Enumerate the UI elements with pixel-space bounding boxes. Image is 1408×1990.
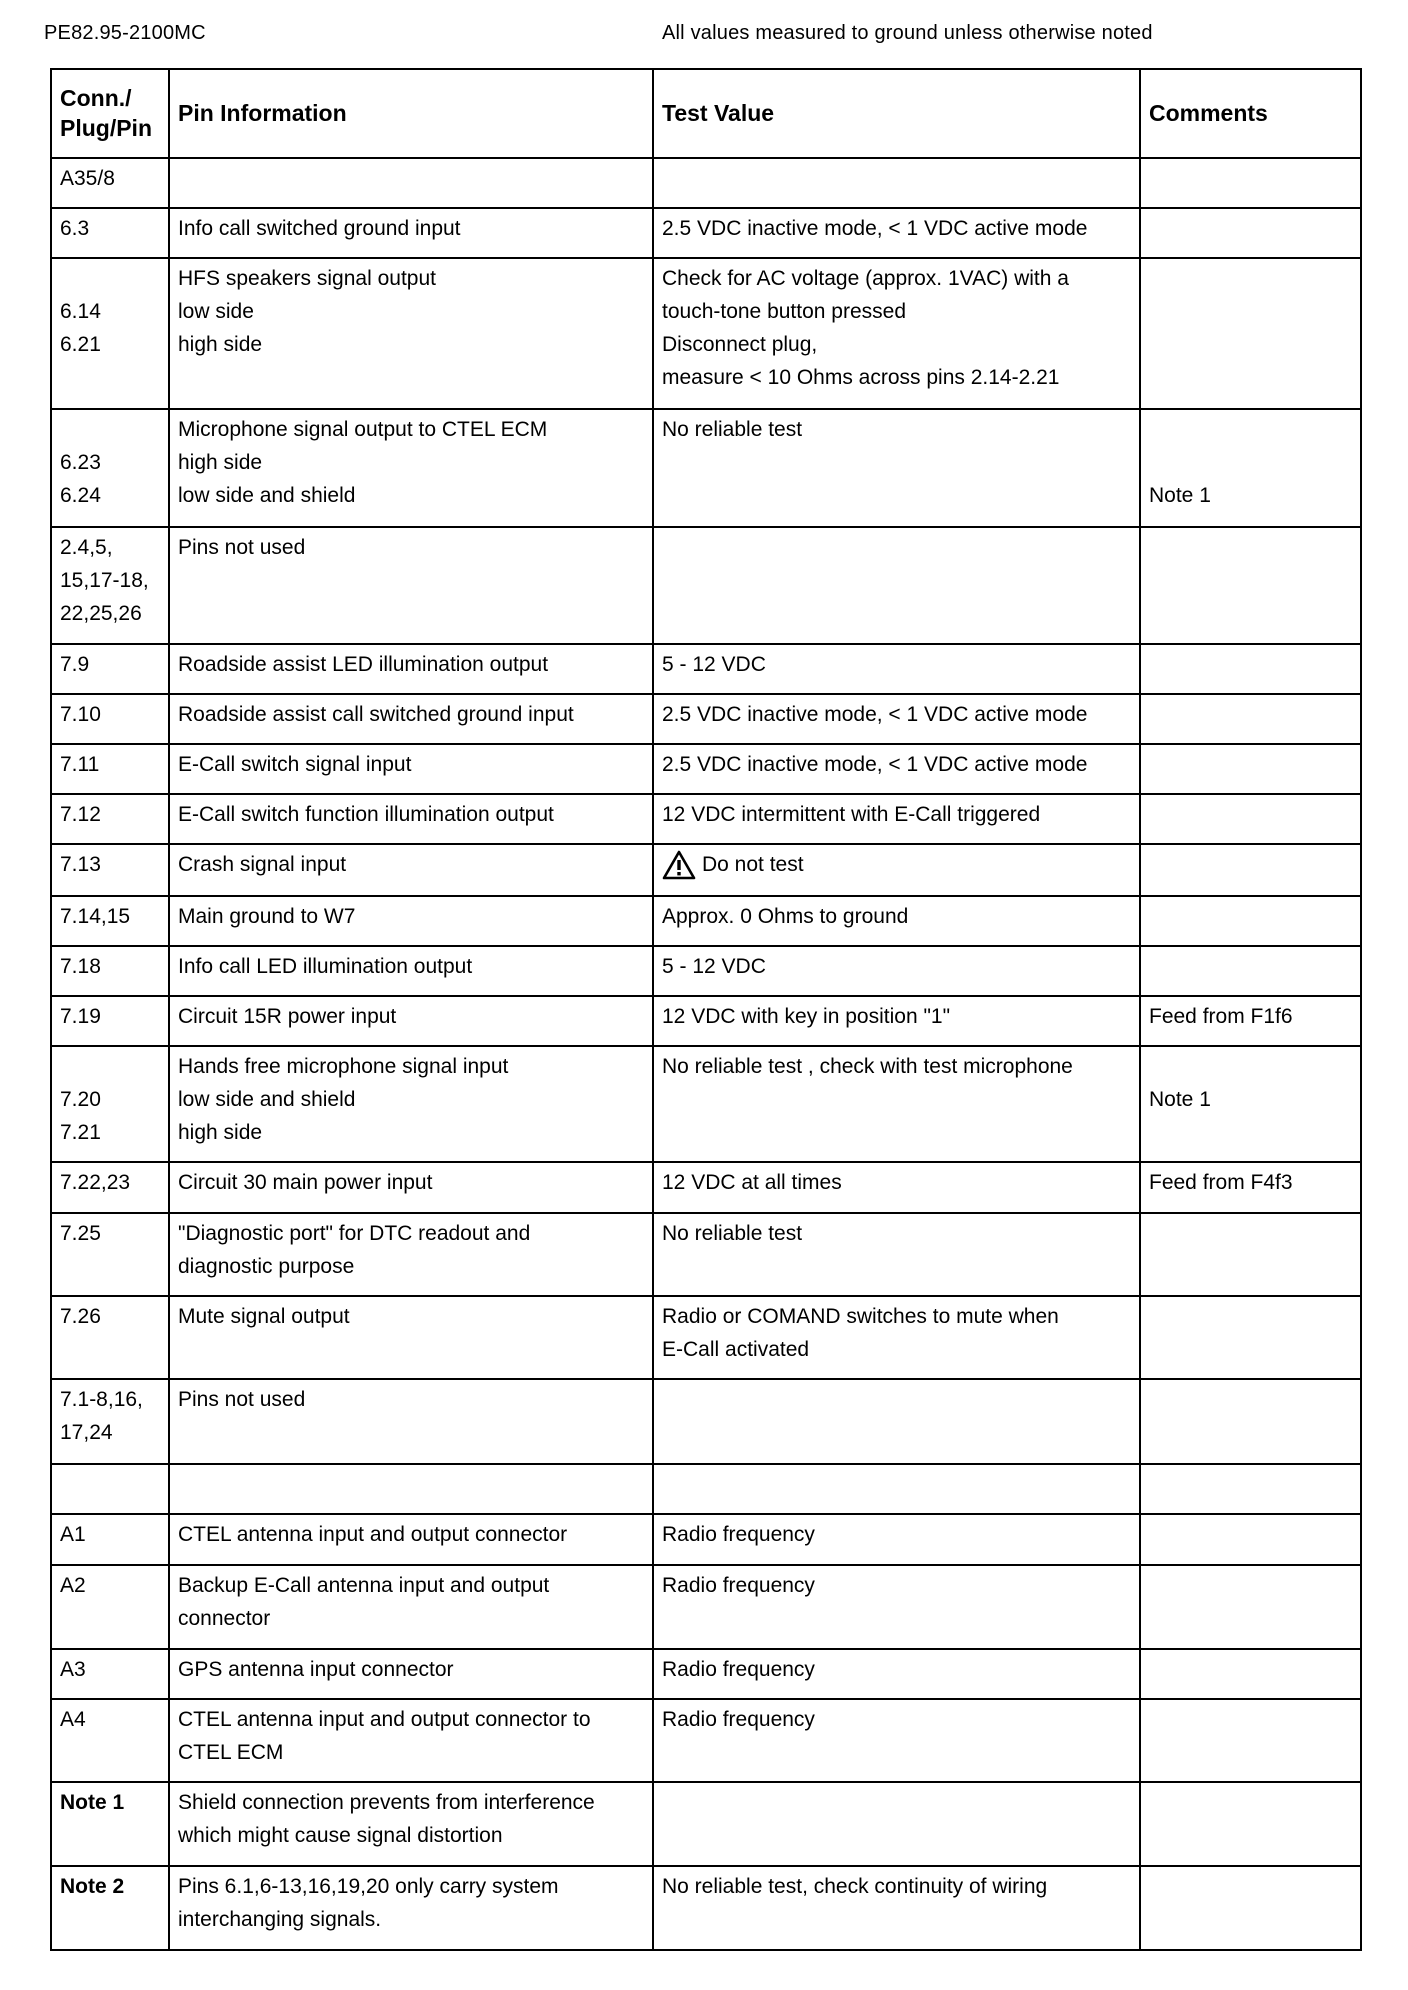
table-row	[51, 1649, 1361, 1699]
test-value-cell	[653, 1379, 1140, 1464]
pin-info-cell	[169, 1296, 653, 1379]
table-row	[51, 1046, 1361, 1162]
cell-line: Disconnect plug,	[662, 333, 818, 356]
cell-line: Radio frequency	[662, 1708, 815, 1731]
table-row	[51, 527, 1361, 644]
test-value-cell	[653, 1866, 1140, 1950]
cell-line: 2.5 VDC inactive mode, < 1 VDC active mode	[662, 217, 1088, 240]
cell-line	[1149, 413, 1352, 446]
cell-line: 7.21	[60, 1121, 101, 1144]
pin-info-cell	[169, 1379, 653, 1464]
test-value-cell	[653, 1162, 1140, 1213]
comments-cell	[1140, 208, 1361, 258]
cell-line: Info call LED illumination output	[178, 955, 473, 978]
cell-line: Radio or COMAND switches to mute when	[662, 1305, 1059, 1328]
pin-info-cell	[169, 1514, 653, 1565]
test-value-cell	[653, 1514, 1140, 1565]
pin-info-cell	[169, 1046, 653, 1162]
cell-line: diagnostic purpose	[178, 1255, 355, 1278]
cell-line: measure < 10 Ohms across pins 2.14-2.21	[662, 366, 1060, 389]
cell-line: Roadside assist call switched ground input	[178, 703, 574, 726]
table-row	[51, 158, 1361, 208]
cell-line: Check for AC voltage (approx. 1VAC) with a	[662, 267, 1069, 290]
table-row	[51, 1514, 1361, 1565]
comments-cell	[1140, 1565, 1361, 1649]
cell-line: Pins 6.1,6-13,16,19,20 only carry system	[178, 1875, 559, 1898]
pin-info-cell	[169, 258, 653, 409]
comments-cell	[1140, 744, 1361, 794]
cell-line: Circuit 15R power input	[178, 1005, 397, 1028]
cell-line: 7.11	[60, 753, 100, 776]
cell-line: 5 - 12 VDC	[662, 653, 766, 676]
cell-line: A3	[60, 1658, 86, 1681]
pin-cell	[51, 158, 169, 208]
cell-line: 7.22,23	[60, 1171, 131, 1194]
comments-cell	[1140, 258, 1361, 409]
comments-cell	[1140, 1213, 1361, 1296]
cell-line: E-Call switch function illumination output	[178, 803, 554, 826]
cell-line: CTEL ECM	[178, 1741, 284, 1764]
cell-line: E-Call switch signal input	[178, 753, 412, 776]
cell-line: 2.5 VDC inactive mode, < 1 VDC active mode	[662, 753, 1088, 776]
pin-info-cell	[169, 844, 653, 896]
cell-line: Microphone signal output to CTEL ECM	[178, 418, 548, 441]
pin-info-cell	[169, 1782, 653, 1866]
cell-line: 7.13	[60, 853, 101, 876]
test-value-cell	[653, 1649, 1140, 1699]
pin-cell	[51, 1296, 169, 1379]
cell-line	[60, 262, 160, 295]
pin-cell	[51, 1866, 169, 1950]
pin-info-cell	[169, 409, 653, 527]
cell-line: 12 VDC at all times	[662, 1171, 842, 1194]
cell-line: "Diagnostic port" for DTC readout and	[178, 1222, 531, 1245]
pin-cell	[51, 1514, 169, 1565]
pin-cell	[51, 527, 169, 644]
pin-info-cell	[169, 1565, 653, 1649]
cell-line: Hands free microphone signal input	[178, 1055, 509, 1078]
pin-info-cell	[169, 644, 653, 694]
pin-cell	[51, 409, 169, 527]
cell-line: A2	[60, 1574, 86, 1597]
pin-info-cell	[169, 1162, 653, 1213]
pin-cell	[51, 1699, 169, 1782]
pin-cell	[51, 1649, 169, 1699]
cell-line: Main ground to W7	[178, 905, 356, 928]
cell-line: 7.10	[60, 703, 101, 726]
cell-line: Radio frequency	[662, 1523, 815, 1546]
cell-line: 6.14	[60, 300, 101, 323]
test-value-cell	[653, 258, 1140, 409]
pin-cell	[51, 258, 169, 409]
pin-info-cell	[169, 794, 653, 844]
comments-cell	[1140, 1379, 1361, 1464]
table-row	[51, 258, 1361, 409]
test-value-cell	[653, 208, 1140, 258]
comments-cell	[1140, 1296, 1361, 1379]
test-value-cell	[653, 527, 1140, 644]
cell-line: low side and shield	[178, 484, 356, 507]
test-value-cell	[653, 644, 1140, 694]
pin-info-cell	[169, 208, 653, 258]
cell-line: HFS speakers signal output	[178, 267, 436, 290]
warning-text: Do not test	[702, 853, 804, 876]
pin-info-cell	[169, 896, 653, 946]
table-row	[51, 1464, 1361, 1514]
cell-line: A4	[60, 1708, 86, 1731]
table-header-row	[51, 69, 1361, 158]
table-row	[51, 1782, 1361, 1866]
pin-info-cell	[169, 1213, 653, 1296]
pin-cell	[51, 794, 169, 844]
pin-info-cell	[169, 1699, 653, 1782]
pin-cell	[51, 1046, 169, 1162]
test-value-cell	[653, 794, 1140, 844]
test-value-cell	[653, 744, 1140, 794]
comments-cell	[1140, 896, 1361, 946]
measurement-note: All values measured to ground unless otherwise noted	[662, 22, 1153, 44]
cell-line: 6.21	[60, 333, 101, 356]
cell-line: Approx. 0 Ohms to ground	[662, 905, 909, 928]
cell-line: 7.20	[60, 1088, 101, 1111]
pin-cell	[51, 744, 169, 794]
comments-cell	[1140, 527, 1361, 644]
cell-line: Radio frequency	[662, 1574, 815, 1597]
cell-line: E-Call activated	[662, 1338, 810, 1361]
test-value-cell	[653, 1213, 1140, 1296]
warning-triangle-icon	[662, 850, 696, 880]
pin-test-table	[50, 68, 1362, 1951]
comments-cell	[1140, 644, 1361, 694]
comments-cell	[1140, 996, 1361, 1046]
test-value-cell	[653, 844, 1140, 896]
test-value-cell	[653, 1782, 1140, 1866]
cell-line: 6.23	[60, 451, 101, 474]
comments-cell	[1140, 158, 1361, 208]
comments-cell	[1140, 946, 1361, 996]
cell-line: 7.9	[60, 653, 90, 676]
table-row	[51, 1379, 1361, 1464]
cell-line: CTEL antenna input and output connector	[178, 1523, 568, 1546]
table-row	[51, 208, 1361, 258]
comments-cell	[1140, 1699, 1361, 1782]
pin-info-cell	[169, 996, 653, 1046]
comments-cell	[1140, 409, 1361, 527]
table-row	[51, 409, 1361, 527]
pin-info-cell	[169, 744, 653, 794]
cell-line: Circuit 30 main power input	[178, 1171, 433, 1194]
cell-line: 5 - 12 VDC	[662, 955, 766, 978]
pin-info-cell	[169, 694, 653, 744]
comments-cell	[1140, 694, 1361, 744]
cell-line: 12 VDC with key in position "1"	[662, 1005, 951, 1028]
pin-info-cell	[169, 527, 653, 644]
cell-line: high side	[178, 451, 263, 474]
pin-cell	[51, 644, 169, 694]
comments-cell	[1140, 1162, 1361, 1213]
cell-line: low side and shield	[178, 1088, 356, 1111]
pin-info-cell	[169, 1866, 653, 1950]
pin-cell	[51, 1379, 169, 1464]
cell-line: No reliable test	[662, 1222, 803, 1245]
pin-cell	[51, 946, 169, 996]
table-row	[51, 996, 1361, 1046]
column-header-test: Test Value	[653, 69, 1140, 158]
cell-line: high side	[178, 1121, 263, 1144]
pin-cell	[51, 1213, 169, 1296]
test-value-cell	[653, 1296, 1140, 1379]
cell-line	[60, 1050, 160, 1083]
cell-line: Pins not used	[178, 1388, 306, 1411]
test-value-cell	[653, 1699, 1140, 1782]
pin-cell	[51, 896, 169, 946]
cell-line: Note 1	[60, 1791, 125, 1814]
cell-line: 22,25,26	[60, 602, 142, 625]
table-row	[51, 694, 1361, 744]
document-id: PE82.95-2100MC	[44, 22, 206, 44]
cell-line: A1	[60, 1523, 86, 1546]
cell-line: interchanging signals.	[178, 1908, 382, 1931]
comments-cell	[1140, 1782, 1361, 1866]
table-row	[51, 1866, 1361, 1950]
table-row	[51, 744, 1361, 794]
cell-line: Pins not used	[178, 536, 306, 559]
test-value-cell	[653, 896, 1140, 946]
warning-line	[662, 848, 804, 881]
comments-cell	[1140, 844, 1361, 896]
pin-cell	[51, 694, 169, 744]
comments-cell	[1140, 1046, 1361, 1162]
cell-line: Note 1	[1149, 484, 1211, 507]
table-body	[51, 158, 1361, 1950]
cell-line: Radio frequency	[662, 1658, 815, 1681]
test-value-cell	[653, 1565, 1140, 1649]
table-row	[51, 1296, 1361, 1379]
pin-cell	[51, 844, 169, 896]
cell-line: 6.3	[60, 217, 90, 240]
cell-line: Backup E-Call antenna input and output	[178, 1574, 550, 1597]
table-row	[51, 896, 1361, 946]
test-value-cell	[653, 946, 1140, 996]
cell-line: Note 2	[60, 1875, 125, 1898]
table-row	[51, 844, 1361, 896]
cell-line: Shield connection prevents from interference	[178, 1791, 595, 1814]
test-value-cell	[653, 1046, 1140, 1162]
cell-line: 17,24	[60, 1421, 113, 1444]
cell-line: 2.4,5,	[60, 536, 113, 559]
cell-line: CTEL antenna input and output connector to	[178, 1708, 591, 1731]
table-row	[51, 644, 1361, 694]
cell-line: A35/8	[60, 167, 115, 190]
column-header-info: Pin Information	[169, 69, 653, 158]
cell-line: No reliable test	[662, 418, 803, 441]
comments-cell	[1140, 1866, 1361, 1950]
cell-line: which might cause signal distortion	[178, 1824, 503, 1847]
cell-line: Feed from F4f3	[1149, 1171, 1293, 1194]
pin-info-cell	[169, 158, 653, 208]
pin-info-cell	[169, 1649, 653, 1699]
cell-line: No reliable test, check continuity of wiring	[662, 1875, 1048, 1898]
cell-line: Crash signal input	[178, 853, 347, 876]
cell-line	[1149, 446, 1352, 479]
table-row	[51, 1162, 1361, 1213]
cell-line: 7.25	[60, 1222, 101, 1245]
cell-line: Note 1	[1149, 1088, 1211, 1111]
cell-line: touch-tone button pressed	[662, 300, 907, 323]
cell-line: 7.14,15	[60, 905, 131, 928]
cell-line: 7.19	[60, 1005, 101, 1028]
table-row	[51, 946, 1361, 996]
pin-cell	[51, 1565, 169, 1649]
cell-line: high side	[178, 333, 263, 356]
cell-line: low side	[178, 300, 254, 323]
comments-cell	[1140, 1649, 1361, 1699]
cell-line: GPS antenna input connector	[178, 1658, 454, 1681]
cell-line: 7.18	[60, 955, 101, 978]
test-value-cell	[653, 694, 1140, 744]
pin-cell	[51, 1162, 169, 1213]
pin-cell	[51, 208, 169, 258]
cell-line: 7.12	[60, 803, 101, 826]
cell-line: Feed from F1f6	[1149, 1005, 1293, 1028]
column-header-comments: Comments	[1140, 69, 1361, 158]
cell-line: 15,17-18,	[60, 569, 149, 592]
cell-line: 7.26	[60, 1305, 101, 1328]
column-header-pin: Conn./ Plug/Pin	[51, 69, 169, 158]
cell-line: Info call switched ground input	[178, 217, 461, 240]
cell-line	[1149, 1050, 1352, 1083]
test-value-cell	[653, 996, 1140, 1046]
cell-line: 2.5 VDC inactive mode, < 1 VDC active mode	[662, 703, 1088, 726]
table-row	[51, 1699, 1361, 1782]
table-row	[51, 1565, 1361, 1649]
cell-line: 12 VDC intermittent with E-Call triggered	[662, 803, 1041, 826]
test-value-cell	[653, 1464, 1140, 1514]
comments-cell	[1140, 794, 1361, 844]
cell-line: 6.24	[60, 484, 101, 507]
pin-cell	[51, 996, 169, 1046]
cell-line	[60, 413, 160, 446]
table-row	[51, 794, 1361, 844]
comments-cell	[1140, 1464, 1361, 1514]
pin-info-cell	[169, 1464, 653, 1514]
pin-cell	[51, 1464, 169, 1514]
cell-line: Mute signal output	[178, 1305, 350, 1328]
cell-line: Roadside assist LED illumination output	[178, 653, 549, 676]
pin-cell	[51, 1782, 169, 1866]
pin-info-cell	[169, 946, 653, 996]
test-value-cell	[653, 409, 1140, 527]
cell-line: No reliable test , check with test microphone	[662, 1055, 1073, 1078]
test-value-cell	[653, 158, 1140, 208]
comments-cell	[1140, 1514, 1361, 1565]
cell-line: 7.1-8,16,	[60, 1388, 143, 1411]
cell-line: connector	[178, 1607, 271, 1630]
table-row	[51, 1213, 1361, 1296]
